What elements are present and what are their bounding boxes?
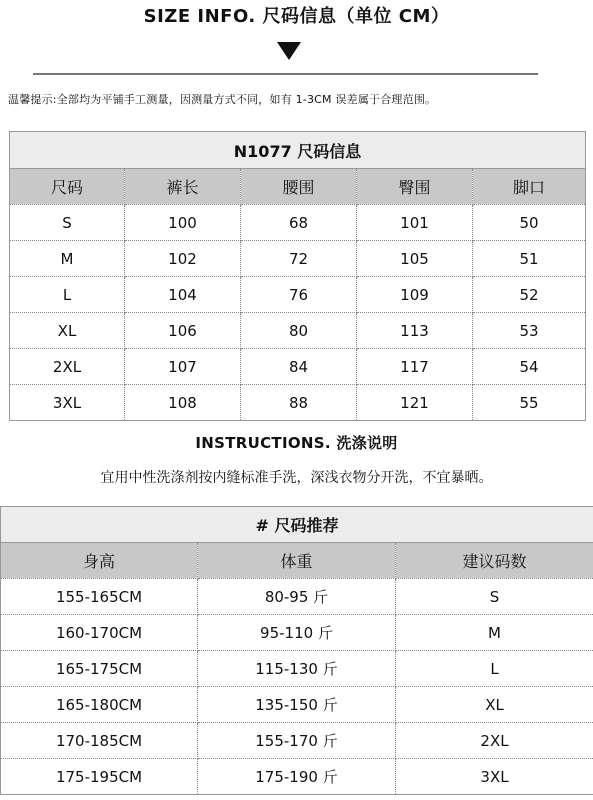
column-header: 腰围 [241, 169, 357, 205]
table-cell: 117 [357, 349, 473, 385]
table-cell: M [396, 615, 593, 651]
column-header: 体重 [198, 543, 396, 579]
table-cell: 50 [473, 205, 586, 241]
table-cell: 165-180CM [1, 687, 198, 723]
table-cell: 80 [241, 313, 357, 349]
table-cell: 84 [241, 349, 357, 385]
table-cell: 102 [125, 241, 241, 277]
table-cell: 2XL [10, 349, 125, 385]
column-header: 身高 [1, 543, 198, 579]
table-cell: 2XL [396, 723, 593, 759]
table-cell: 80-95 斤 [198, 579, 396, 615]
table-row [1, 579, 593, 615]
table-cell: 104 [125, 277, 241, 313]
size-info-table [9, 131, 586, 421]
table-row [10, 277, 586, 313]
table-row [10, 313, 586, 349]
size-recommendation-table [0, 506, 593, 795]
table-row [10, 349, 586, 385]
table-cell: 3XL [10, 385, 125, 421]
instructions-title: INSTRUCTIONS. 洗涤说明 [195, 434, 398, 452]
size-table-header-row [10, 169, 586, 205]
table-cell: 108 [125, 385, 241, 421]
table-cell: 76 [241, 277, 357, 313]
table-row [1, 687, 593, 723]
instructions-text: 宜用中性洗涤剂按内缝标准手洗，深浅衣物分开洗，不宜暴晒。 [100, 470, 493, 486]
column-header: 建议码数 [396, 543, 593, 579]
table-cell: 175-190 斤 [198, 759, 396, 795]
table-cell: 54 [473, 349, 586, 385]
table-cell: 106 [125, 313, 241, 349]
down-triangle-icon [277, 42, 301, 60]
table-cell: 155-170 斤 [198, 723, 396, 759]
table-cell: 107 [125, 349, 241, 385]
table-cell: 95-110 斤 [198, 615, 396, 651]
column-header: 臀围 [357, 169, 473, 205]
table-cell: XL [396, 687, 593, 723]
table-cell: 160-170CM [1, 615, 198, 651]
measurement-tip: 温馨提示:全部均为平铺手工测量，因测量方式不同，如有 1-3CM 误差属于合理范围。 [8, 93, 437, 106]
table-row [1, 651, 593, 687]
table-cell: S [396, 579, 593, 615]
recommend-table-caption: # 尺码推荐 [1, 507, 593, 543]
table-cell: L [396, 651, 593, 687]
table-row [10, 205, 586, 241]
table-cell: 155-165CM [1, 579, 198, 615]
column-header: 裤长 [125, 169, 241, 205]
table-cell: XL [10, 313, 125, 349]
table-cell: 105 [357, 241, 473, 277]
table-row [10, 385, 586, 421]
table-cell: L [10, 277, 125, 313]
page-title: SIZE INFO. 尺码信息（单位 CM） [143, 6, 450, 27]
table-row [1, 615, 593, 651]
table-cell: 113 [357, 313, 473, 349]
table-row [1, 723, 593, 759]
table-cell: 165-175CM [1, 651, 198, 687]
table-cell: 115-130 斤 [198, 651, 396, 687]
table-cell: 135-150 斤 [198, 687, 396, 723]
table-cell: 52 [473, 277, 586, 313]
table-cell: 72 [241, 241, 357, 277]
table-cell: 100 [125, 205, 241, 241]
column-header: 脚口 [473, 169, 586, 205]
table-cell: 88 [241, 385, 357, 421]
table-cell: 68 [241, 205, 357, 241]
table-cell: 53 [473, 313, 586, 349]
table-row [10, 241, 586, 277]
table-cell: 170-185CM [1, 723, 198, 759]
table-cell: 51 [473, 241, 586, 277]
table-cell: 55 [473, 385, 586, 421]
table-cell: S [10, 205, 125, 241]
table-cell: 109 [357, 277, 473, 313]
size-table-caption: N1077 尺码信息 [10, 132, 586, 169]
column-header: 尺码 [10, 169, 125, 205]
table-cell: M [10, 241, 125, 277]
table-cell: 3XL [396, 759, 593, 795]
table-cell: 175-195CM [1, 759, 198, 795]
divider [33, 73, 538, 75]
table-cell: 101 [357, 205, 473, 241]
table-row [1, 759, 593, 795]
recommend-table-header-row [1, 543, 593, 579]
table-cell: 121 [357, 385, 473, 421]
